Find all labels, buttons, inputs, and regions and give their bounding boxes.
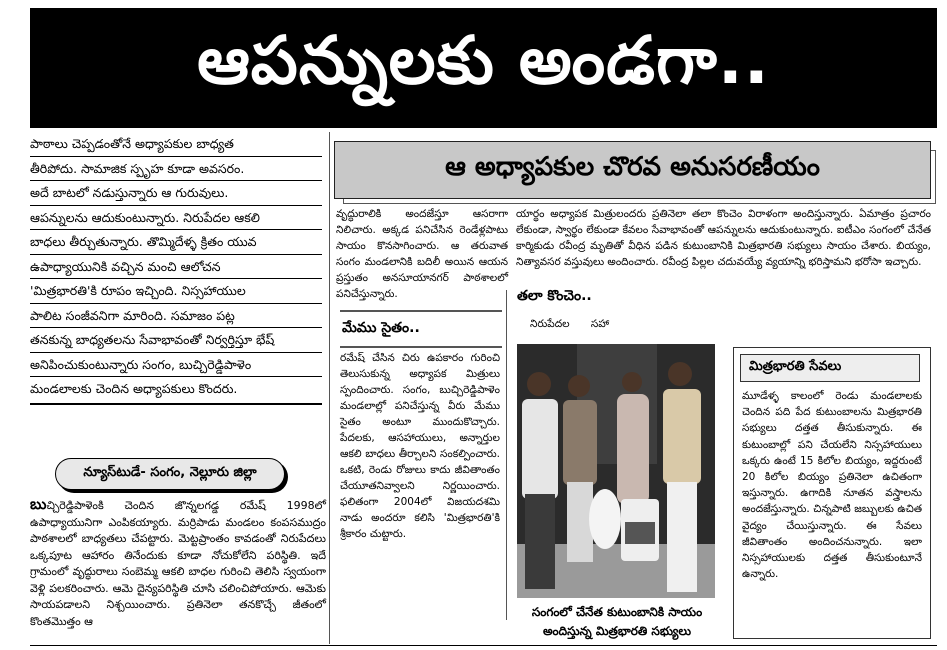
intro-line: తీరిపోదు. సామాజిక స్పృహ కూడా అవసరం.: [30, 157, 322, 182]
news-photo: [517, 344, 715, 598]
banner-title: ఆపన్నులకు అండగా..: [197, 21, 770, 99]
caption-line: అందిస్తున్న మిత్రభారతి సభ్యులు: [542, 624, 692, 638]
sidebar-box-body: [742, 388, 922, 633]
subhead-tala-konchem: తలా కొంచెం..: [517, 288, 592, 304]
paragraph: నిరుపేదల సహా: [530, 318, 610, 330]
intro-line: మండలాలకు చెందిన అధ్యాపకులు కొందరు.: [30, 381, 238, 396]
intro-body-text: చ్చిరెడ్డిపాళెంకి చెందిన జొన్నలగడ్డ రమేష్ 1998లో ఉపాధ్యాయునిగా ఎంపికయ్యారు. మర్రిపాడు మండలం కంపసముద్రం పాఠశాలలో బాధ్యతలు చేపట్టారు. మెట్టప్రాంతం కావడంతో నిరుపేదలు ఒక్కపూట ఆహారం తినేందుకు కూడా నోచుకోలేని పరిస్థితి. ఇదే గ్రామంలో వృద్ధురాలు సంబెమ్మ ఆకలి బాధల గురించి తెలిసి స్వయంగా వెళ్లి పలకరించారు. ఆమె దైన్యపరిస్థితి చూసి చలించిపోయారు. ఆమెకు సాయపడాలని నిశ్చయించారు. ప్రతినెలా తనకొచ్చే జీతంలో కొంతమొత్తం ఆ: [30, 499, 326, 628]
subhead-memu-saitham: [340, 310, 502, 348]
paragraph: యార్థం అధ్యాపక మిత్రులందరు ప్రతినెలా తలా కొంచెం విరాళంగా అందిస్తున్నారు. ఏమాత్రం ప్రచారం లేకుండా, స్వార్థం లేకుండా కేవలం సేవాభావంతో ఆపన్నులను ఆదుకుంటున్నారు. ఐటీఎం సంగంలో చేనేత కార్మికుడు రవీంద్ర మృతితో వీధిన పడిన కుటుంబానికి మిత్రభారతి సభ్యులు సాయం చేశారు. బియ్యం, నిత్యావసర వస్తువులు అందించారు. రవీంద్ర పిల్లల చదువయ్యే వ్యయాన్ని భరిస్తామని భరోసా ఇచ్చారు.: [516, 208, 931, 268]
intro-line: పాఠాలు చెప్పడంతోనే అధ్యాపకుల బాధ్యత: [30, 132, 322, 157]
subhead-text: మేము సైతం..: [342, 319, 420, 336]
paragraph: మూడేళ్ళ కాలంలో రెండు మండలాలకు చెందిన పది పేద కుటుంబాలను మిత్రభారతి సభ్యులు దత్తత తీసుకున్నారు. ఈ కుటుంబాల్లో పని చేయలేని నిస్సహాయులు ఒక్కరు ఉంటే 15 కిలోల బియ్యం, ఇద్దరుంటే 20 కిలోల బియ్యం ప్రతినెలా ఉచితంగా ఇస్తున్నారు. ఉగాదికి నూతన వస్త్రాలను అందజేస్తున్నారు. చిన్నపాటి జబ్బులకు ఉచిత వైద్యం చేయిస్తున్నారు. ఈ సేవలు జీవితాంతం అందించనున్నారు. ఇలా నిస్సహాయులకు దత్తత తీసుకుంటూనే ఉన్నారు.: [742, 390, 922, 581]
page-banner: [30, 8, 937, 128]
paragraph: రమేష్ చేసిన చిరు ఉపకారం గురించి తెలుసుకున్న అధ్యాపక మిత్రులు స్పందించారు. సంగం, బుచ్చిరెడ్డిపాళెం మండలాల్లో పనిచేస్తున్న వీరు మేము సైతం అంటూ ముందుకొచ్చారు. పేదలకు, ఆసహాయులు, అన్నార్తుల ఆకలి బాధలు తీర్చాలని సంకల్పించారు. ఒకటి, రెండు రోజులు కాదు జీవితాంతం చేయూతనివ్వాలని నిర్ణయించారు. ఫలితంగా 2004లో విజయదశమి నాడు అందరూ కలిసి 'మిత్రభారతి'కి శ్రీకారం చుట్టారు.: [340, 352, 500, 540]
article-column-mid-top: [336, 206, 508, 300]
intro-line: 'మిత్రభారతి'కి రూపం ఇచ్చింది. నిస్సహాయుల: [30, 279, 322, 304]
drop-cap: బు: [30, 495, 47, 513]
photo-illustration: [517, 344, 715, 598]
intro-lead: [30, 132, 322, 405]
intro-line: ఆపన్నులను ఆదుకుంటున్నారు. నిరుపేదల ఆకలి: [30, 206, 322, 231]
sidebar-box-title: మిత్రభారతి సేవలు: [740, 354, 920, 382]
intro-line: బాధలు తీర్చుతున్నారు. తొమ్మిదేళ్ళ క్రితం యువ: [30, 230, 322, 255]
sidebar-box-services: [733, 347, 931, 639]
intro-line: అనిపించుకుంటున్నారు సంగం, బుచ్చిరెడ్డిపాళెం: [30, 353, 322, 378]
intro-line: అదే బాటలో నడుస్తున్నారు ఆ గురువులు.: [30, 181, 322, 206]
intro-line: పాలిట సంజీవనిగా మారింది. సమాజం పట్ల: [30, 304, 322, 329]
article-headline: [334, 141, 931, 199]
column-divider: [506, 290, 507, 620]
page-bottom-rule: [30, 645, 937, 646]
dateline: న్యూస్‌టుడే- సంగం, నెల్లూరు జిల్లా: [55, 458, 285, 490]
article-column-mid-body: [340, 350, 500, 622]
intro-line: ఉపాధ్యాయునికి వచ్చిన మంచి ఆలోచన: [30, 255, 322, 280]
paragraph: వృద్ధురాలికి అందజేస్తూ ఆసరాగా నిలిచారు. అక్కడ పనిచేసిన రెండేళ్లపాటు సాయం కొనసాగించారు. ఆ తరువాత సంగం మండలానికి బదిలీ అయిన ఆయన ప్రస్తుతం అనసూయానగర్ పాఠశాలలో పనిచేస్తున్నారు.: [336, 208, 508, 300]
intro-line: తనకున్న బాధ్యతలను సేవాభావంతో నిర్వర్తిస్తూ భేష్: [30, 328, 322, 353]
subhead2-lead: [530, 316, 710, 334]
photo-caption: [512, 603, 722, 641]
caption-line: సంగంలో చేనేత కుటుంబానికి సాయం: [531, 605, 703, 619]
intro-divider: [30, 403, 322, 405]
headline-text: ఆ అధ్యాపకుల చొరవ అనుసరణీయం: [445, 152, 820, 182]
intro-body: [30, 496, 326, 642]
column-divider: [329, 132, 330, 644]
